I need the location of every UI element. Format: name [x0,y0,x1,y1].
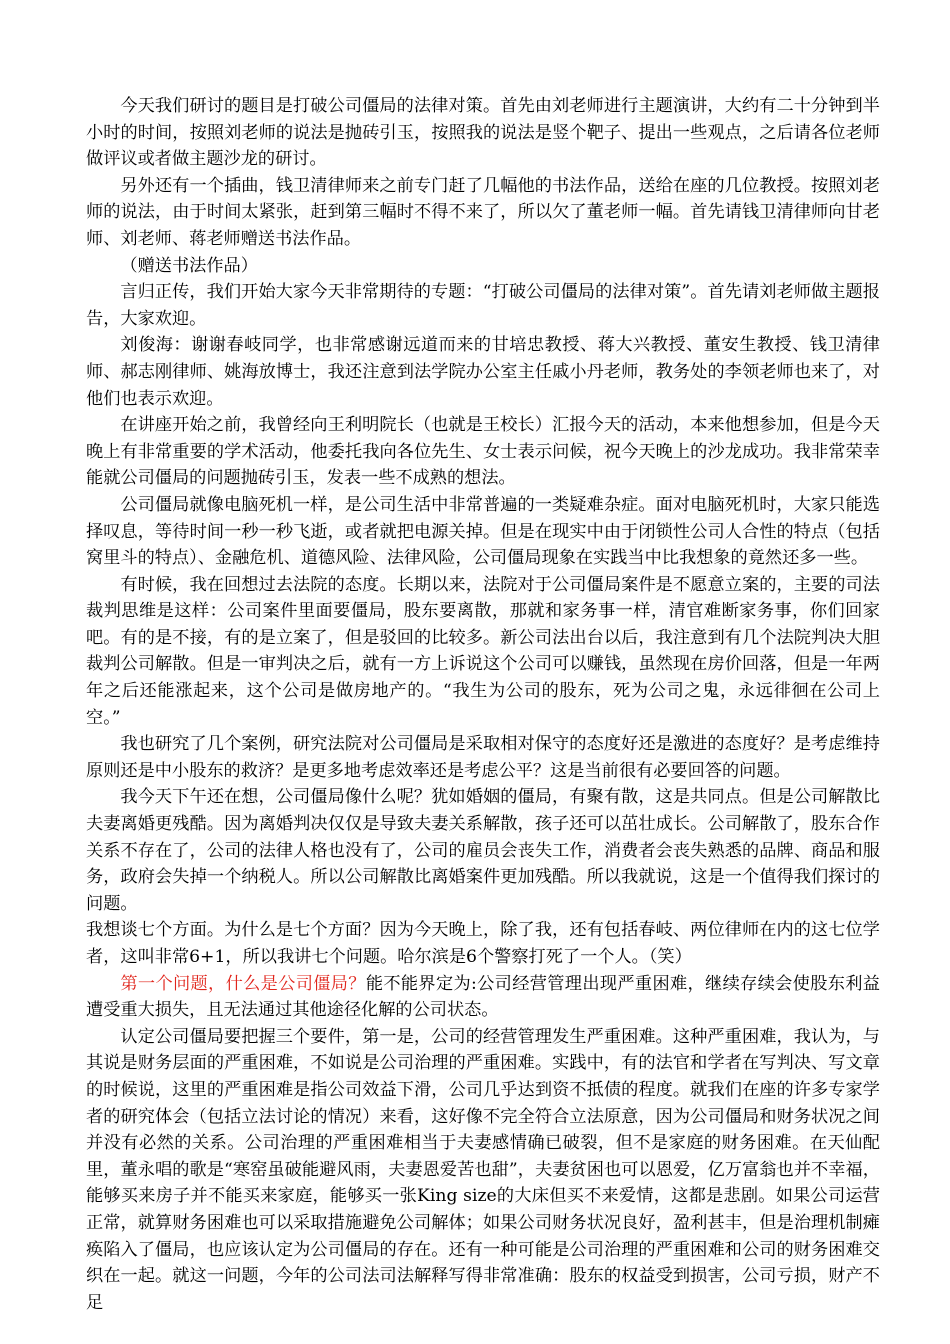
paragraph-topic: 言归正传，我们开始大家今天非常期待的专题：“打破公司僵局的法律对策”。首先请刘老师做主题报告，大家欢迎。 [86,282,880,329]
section-1-text: 能不能界定为:公司经营管理出现严重困难，继续存续会使股东利益遭受重大损失，且无法通过其他途径化解的公司状态。 [86,973,880,1021]
paragraph-calligraphy: 另外还有一个插曲，钱卫清律师来之前专门赶了几幅他的书法作品，送给在座的几位教授。按照刘老师的说法，由于时间太紧张，赶到第三幅时不得不来了，所以欠了董老师一幅。首先请钱卫清律师向甘老师、刘老师、蒋老师赠送书法作品。 [86,175,880,249]
paragraph-court-attitude: 有时候，我在回想过去法院的态度。长期以来，法院对于公司僵局案件是不愿意立案的，主要的司法裁判思维是这样：公司案件里面要僵局，股东要离散，那就和家务事一样，清官难断家务事，你们回家吧。有的是不接，有的是立案了，但是驳回的比较多。新公司法出台以后，我注意到有几个法院判决大胆裁判公司解散。但是一审判决之后，就有一方上诉说这个公司可以赚钱，虽然现在房价回落，但是一年两年之后还能涨起来，这个公司是做房地产的。“我生为公司的股东，死为公司之鬼，永远徘徊在公司上空。” [86,574,880,728]
paragraph-case-study: 我也研究了几个案例，研究法院对公司僵局是采取相对保守的态度好还是激进的态度好？是考虑维持原则还是中小股东的救济？是更多地考虑效率还是考虑公平？这是当前很有必要回答的问题。 [86,734,880,781]
section-1-heading: 第一个问题，什么是公司僵局？ [120,973,366,994]
paragraph-section-1 [86,971,880,1024]
paragraph-seven-aspects: 我想谈七个方面。为什么是七个方面？因为今天晚上，除了我，还有包括春岐、两位律师在内的这七位学者，这叫非常6+1，所以我讲七个问题。哈尔滨是6个警察打死了一个人。（笑） [86,920,880,967]
paragraph-before-lecture: 在讲座开始之前，我曾经向王利明院长（也就是王校长）汇报今天的活动，本来他想参加，但是今天晚上有非常重要的学术活动，他委托我向各位先生、女士表示问候，祝今天晚上的沙龙成功。我非常荣幸能就公司僵局的问题抛砖引玉，发表一些不成熟的想法。 [86,415,880,489]
paragraph-three-elements: 认定公司僵局要把握三个要件，第一是，公司的经营管理发生严重困难。这种严重困难，我认为，与其说是财务层面的严重困难，不如说是公司治理的严重困难。实践中，有的法官和学者在写判决、写文章的时候说，这里的严重困难是指公司效益下滑，公司几乎达到资不抵债的程度。就我们在座的许多专家学者的研究体会（包括立法讨论的情况）来看，这好像不完全符合立法原意，因为公司僵局和财务状况之间并没有必然的关系。公司治理的严重困难相当于夫妻感情确已破裂，但不是家庭的财务困难。在天仙配里，董永唱的歌是“寒窑虽破能避风雨，夫妻恩爱苦也甜”，夫妻贫困也可以恩爱，亿万富翁也并不幸福，能够买来房子并不能买来家庭，能够买一张King size的大床但买不来爱情，这都是悲剧。如果公司运营正常，就算财务困难也可以采取措施避免公司解体；如果公司财务状况良好，盈利甚丰，但是治理机制瘫痪陷入了僵局，也应该认定为公司僵局的存在。还有一种可能是公司治理的严重困难和公司的财务困难交织在一起。就这一问题，今年的公司法司法解释写得非常准确：股东的权益受到损害，公司亏损，财产不足 [86,1026,880,1313]
paragraph-thanks: 刘俊海：谢谢春岐同学，也非常感谢远道而来的甘培忠教授、蒋大兴教授、董安生教授、钱卫清律师、郝志刚律师、姚海放博士，我还注意到法学院办公室主任戚小丹老师，教务处的李领老师也来了，对他们也表示欢迎。 [86,335,880,409]
paragraph-intro: 今天我们研讨的题目是打破公司僵局的法律对策。首先由刘老师进行主题演讲，大约有二十分钟到半小时的时间，按照刘老师的说法是抛砖引玉，按照我的说法是竖个靶子、提出一些观点，之后请各位老师做评议或者做主题沙龙的研讨。 [86,96,880,170]
paragraph-computer-crash: 公司僵局就像电脑死机一样，是公司生活中非常普遍的一类疑难杂症。面对电脑死机时，大家只能选择叹息，等待时间一秒一秒飞逝，或者就把电源关掉。但是在现实中由于闭锁性公司人合性的特点（包括窝里斗的特点）、金融危机、道德风险、法律风险，公司僵局现象在实践当中比我想象的竟然还多一些。 [86,494,880,569]
paragraph-marriage-analogy: 我今天下午还在想，公司僵局像什么呢？犹如婚姻的僵局，有聚有散，这是共同点。但是公司解散比夫妻离婚更残酷。因为离婚判决仅仅是导致夫妻关系解散，孩子还可以茁壮成长。公司解散了，股东合作关系不存在了，公司的法律人格也没有了，公司的雇员会丧失工作，消费者会丧失熟悉的品牌、商品和服务，政府会失掉一个纳税人。所以公司解散比离婚案件更加残酷。所以我就说，这是一个值得我们探讨的问题。 [86,787,880,914]
document-body [86,93,880,1316]
paragraph-gift-note: （赠送书法作品） [120,255,258,276]
